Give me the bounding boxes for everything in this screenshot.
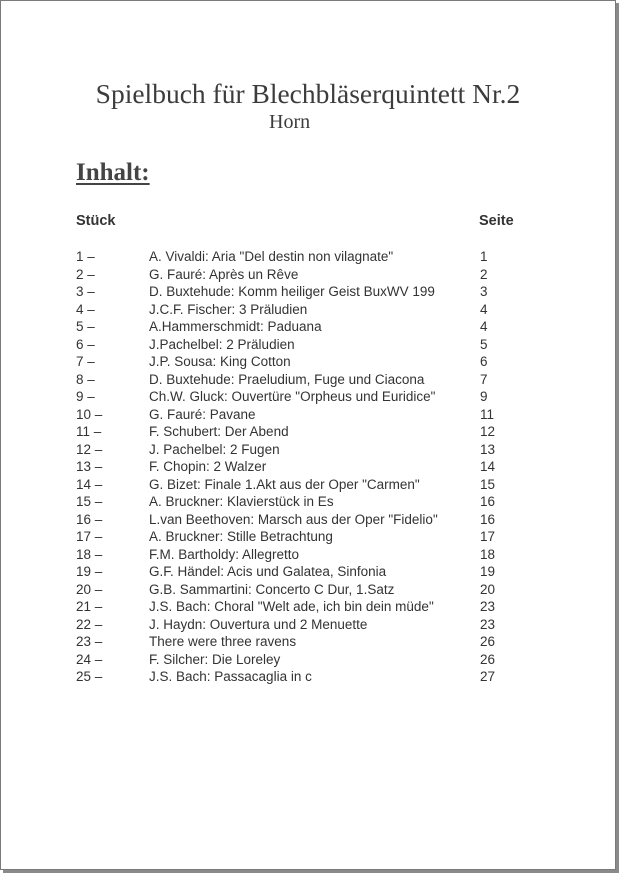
- contents-entry: [1, 458, 615, 476]
- entry-piece-title: J. Haydn: Ouvertura und 2 Menuette: [149, 616, 368, 632]
- contents-entry: [1, 441, 615, 459]
- contents-entry: [1, 546, 615, 564]
- contents-entry: [1, 248, 615, 266]
- entry-page-number: 15: [480, 476, 496, 492]
- contents-entry: [1, 493, 615, 511]
- entry-piece-title: A. Bruckner: Klavierstück in Es: [149, 494, 334, 509]
- entry-piece-title: J.S. Bach: Choral "Welt ade, ich bin dein müde": [149, 599, 434, 614]
- entry-page-number: 4: [480, 301, 488, 317]
- entry-number: 3 –: [76, 284, 95, 299]
- contents-entry: [1, 563, 615, 581]
- contents-entry: [1, 476, 615, 494]
- entry-page-number: 27: [480, 669, 496, 684]
- entry-page-number: 11: [480, 406, 495, 422]
- contents-entry: [1, 423, 615, 441]
- entry-piece-title: L.van Beethoven: Marsch aus der Oper "Fidelio": [149, 511, 438, 527]
- entry-number: 25 –: [76, 669, 103, 684]
- entry-page-number: 14: [480, 459, 496, 474]
- entry-piece-title: G. Fauré: Après un Rêve: [149, 266, 299, 282]
- entry-number: 23 –: [76, 634, 103, 649]
- contents-entry: [1, 633, 615, 651]
- entry-piece-title: G.F. Händel: Acis und Galatea, Sinfonia: [149, 564, 387, 579]
- entry-piece-title: G.B. Sammartini: Concerto C Dur, 1.Satz: [149, 581, 395, 597]
- entry-page-number: 23: [480, 616, 496, 632]
- contents-entry: [1, 581, 615, 599]
- contents-entry: [1, 353, 615, 371]
- entry-piece-title: F. Silcher: Die Loreley: [149, 651, 281, 667]
- entry-piece-title: F. Schubert: Der Abend: [149, 424, 289, 439]
- entry-number: 8 –: [76, 371, 95, 387]
- contents-entry: [1, 528, 615, 546]
- entry-page-number: 16: [480, 511, 496, 527]
- entry-page-number: 2: [480, 266, 488, 282]
- entry-page-number: 26: [480, 651, 496, 667]
- entry-number: 10 –: [76, 406, 103, 422]
- entry-number: 5 –: [76, 319, 95, 334]
- entry-page-number: 3: [480, 284, 488, 299]
- entry-number: 18 –: [76, 546, 103, 562]
- column-header-piece: Stück: [76, 213, 116, 229]
- contents-entry: [1, 406, 615, 424]
- entry-piece-title: J. Pachelbel: 2 Fugen: [149, 441, 280, 457]
- entry-number: 4 –: [76, 301, 95, 317]
- entry-number: 9 –: [76, 389, 95, 404]
- entry-piece-title: J.P. Sousa: King Cotton: [149, 354, 291, 369]
- entry-number: 17 –: [76, 529, 103, 544]
- column-header-page: Seite: [479, 213, 514, 229]
- entry-number: 13 –: [76, 459, 103, 474]
- entry-page-number: 9: [480, 389, 488, 404]
- entry-page-number: 26: [480, 634, 496, 649]
- entry-piece-title: G. Fauré: Pavane: [149, 406, 256, 422]
- entry-number: 21 –: [76, 599, 103, 614]
- contents-entry: [1, 283, 615, 301]
- entry-piece-title: F.M. Bartholdy: Allegretto: [149, 546, 300, 562]
- entry-page-number: 16: [480, 494, 496, 509]
- entry-number: 2 –: [76, 266, 95, 282]
- entry-piece-title: A.Hammerschmidt: Paduana: [149, 319, 322, 334]
- entry-number: 24 –: [76, 651, 103, 667]
- contents-entry: [1, 301, 615, 319]
- contents-entry: [1, 616, 615, 634]
- entry-piece-title: Ch.W. Gluck: Ouvertüre "Orpheus und Euridice": [149, 389, 436, 404]
- entry-number: 1 –: [76, 249, 95, 264]
- entry-piece-title: F. Chopin: 2 Walzer: [149, 459, 267, 474]
- entry-piece-title: A. Vivaldi: Aria "Del destin non vilagnate": [149, 249, 394, 264]
- entry-page-number: 1: [480, 249, 488, 264]
- entry-number: 16 –: [76, 511, 103, 527]
- entry-piece-title: J.C.F. Fischer: 3 Präludien: [149, 301, 308, 317]
- entry-number: 7 –: [76, 354, 95, 369]
- entry-number: 6 –: [76, 336, 95, 352]
- contents-entry: [1, 318, 615, 336]
- entry-number: 15 –: [76, 494, 103, 509]
- entry-number: 12 –: [76, 441, 103, 457]
- entry-page-number: 7: [480, 371, 488, 387]
- contents-entry: [1, 511, 615, 529]
- entry-number: 19 –: [76, 564, 103, 579]
- entry-page-number: 19: [480, 564, 496, 579]
- entry-number: 20 –: [76, 581, 103, 597]
- contents-entry: [1, 651, 615, 669]
- entry-number: 11 –: [76, 424, 102, 439]
- contents-entry: [1, 598, 615, 616]
- contents-list: [1, 248, 615, 686]
- entry-number: 22 –: [76, 616, 103, 632]
- entry-piece-title: G. Bizet: Finale 1.Akt aus der Oper "Carmen": [149, 476, 420, 492]
- contents-entry: [1, 388, 615, 406]
- contents-entry: [1, 668, 615, 686]
- entry-page-number: 6: [480, 354, 488, 369]
- entry-page-number: 13: [480, 441, 496, 457]
- entry-page-number: 4: [480, 319, 488, 334]
- contents-heading: Inhalt:: [76, 159, 150, 186]
- entry-piece-title: There were three ravens: [149, 634, 297, 649]
- entry-piece-title: D. Buxtehude: Praeludium, Fuge und Ciacona: [149, 371, 425, 387]
- document-title: Spielbuch für Blechbläserquintett Nr.2: [95, 78, 521, 109]
- contents-entry: [1, 371, 615, 389]
- entry-page-number: 17: [480, 529, 496, 544]
- entry-page-number: 20: [480, 581, 496, 597]
- entry-page-number: 23: [480, 599, 496, 614]
- entry-page-number: 12: [480, 424, 496, 439]
- instrument-subtitle: Horn: [269, 111, 311, 133]
- contents-entry: [1, 266, 615, 284]
- entry-piece-title: A. Bruckner: Stille Betrachtung: [149, 529, 333, 544]
- entry-piece-title: J.S. Bach: Passacaglia in c: [149, 669, 312, 684]
- entry-piece-title: D. Buxtehude: Komm heiliger Geist BuxWV 199: [149, 284, 435, 299]
- entry-piece-title: J.Pachelbel: 2 Präludien: [149, 336, 295, 352]
- entry-number: 14 –: [76, 476, 103, 492]
- entry-page-number: 5: [480, 336, 488, 352]
- entry-page-number: 18: [480, 546, 496, 562]
- contents-entry: [1, 336, 615, 354]
